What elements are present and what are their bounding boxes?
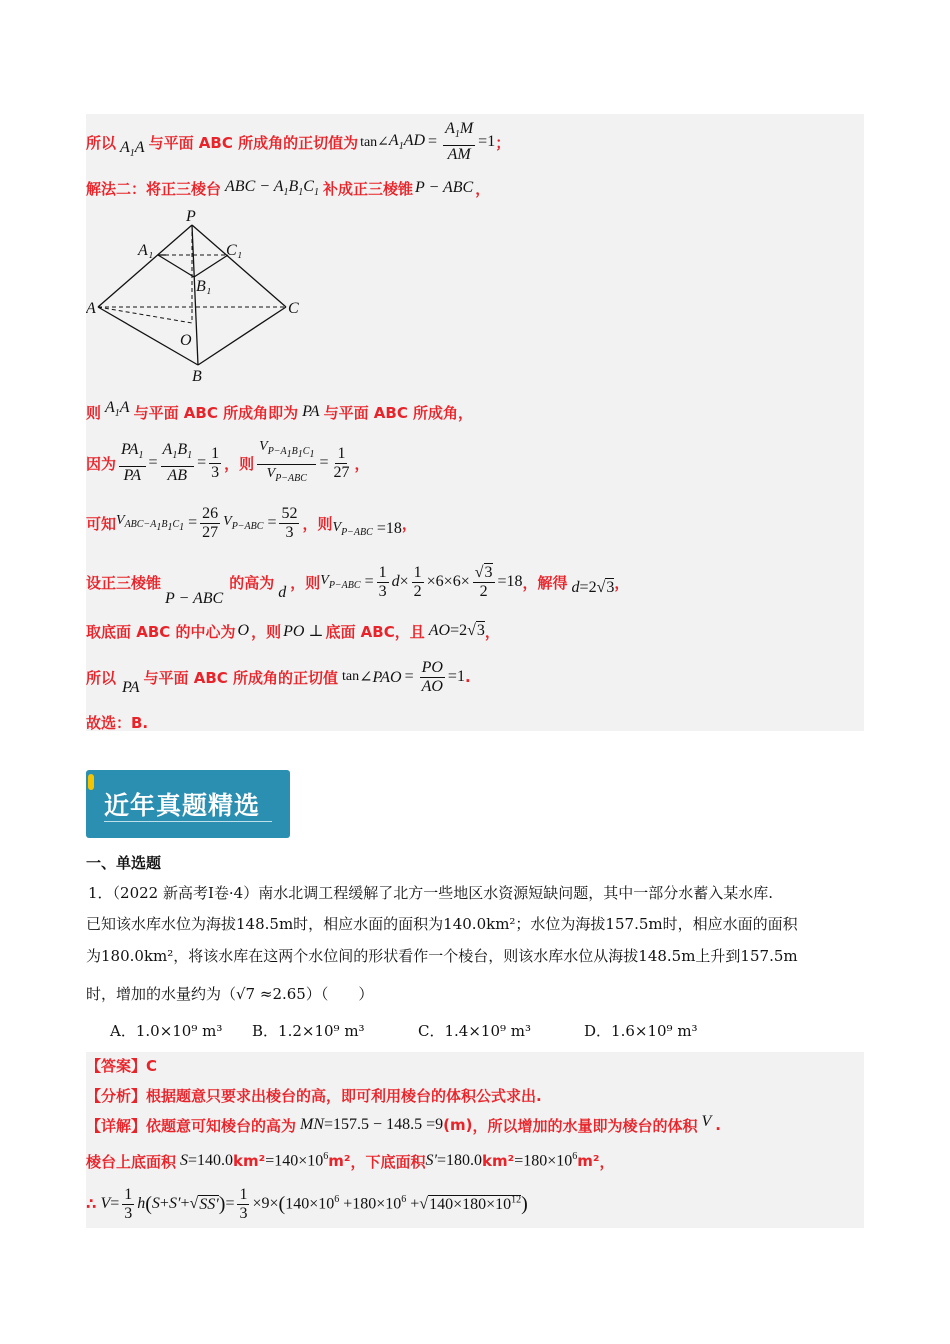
label-a: A — [86, 300, 96, 317]
solution-line-volume: 可知 $V_{ABC-A_1B_1C_1}$ = $\frac{26}{27}$ $V_{P-ABC}$ = $\frac{52}{3}$ ，则 $V_{P-ABC}$ =18 ， — [86, 504, 417, 541]
label-b1: B₁ — [196, 278, 212, 295]
solution-line-height: 设正三棱锥 P − ABC 的高为 d ，则 $V_{P-ABC}$ = $\frac{1}{3}$ d × $\frac{1}{2}$ ×6×6× $\frac{√3}{2}$ =18 ，解得 d =2√3 ， — [86, 563, 630, 607]
pyramid-figure — [86, 205, 316, 385]
solution-line-equivalent: 则 $A_1A$ 与平面 ABC 所成角即为 PA 与平面 ABC 所成角， — [86, 398, 474, 422]
label-p: P — [186, 208, 196, 225]
option-b[interactable]: B．1.2×10⁹ m³ — [252, 1022, 365, 1040]
solution-line-ratio: 因为 $\frac{PA_1}{PA}$ = $\frac{A_1B_1}{AB}$ = $\frac{1}{3}$ ，则 $\frac{V_{P-A_1B_1C_1}}{V_{P-ABC}}$ = $\frac{1}{27}$ ， — [86, 439, 370, 484]
volume-formula-line: ∴ V = $\frac{1}{3}$ h ( S + S′ +√ SS′ ) = $\frac{1}{3}$ ×9× ( $140\times 10^6 +180\times 10^6 +√140\times 180\times 10^{12}$ ) — [86, 1185, 528, 1222]
answer-line: 【答案】C — [86, 1057, 158, 1075]
solution-choice: 故选：B. — [86, 713, 149, 732]
solution-line-tangent: 所以 $A_1A$ 与平面 ABC 所成角的正切值为 tan∠ $A_1AD$ = $\frac{A_1M}{AM}$ =1 ； — [86, 120, 511, 163]
question-line-3: 为180.0km²，将该水库在这两个水位间的形状看作一个棱台，则该水库水位从海拔148.5m上升到157.5m — [86, 947, 798, 965]
label-a1: A₁ — [138, 242, 154, 259]
option-a[interactable]: A．1.0×10⁹ m³ — [110, 1022, 223, 1040]
label-o: O — [180, 332, 192, 349]
section-banner-title: 近年真题精选 — [104, 791, 261, 820]
label-b: B — [192, 368, 202, 385]
section-heading: 一、单选题 — [86, 854, 162, 872]
solution-line-center: 取底面 ABC 的中心为 O ，则 PO ⊥ 底面 ABC，且 AO =2√3 ， — [86, 622, 500, 641]
banner-underline — [104, 821, 272, 822]
solution-line-result: 所以 PA 与平面 ABC 所成角的正切值 tan ∠PAO = $\frac{PO}{AO}$ =1 . — [86, 658, 471, 696]
question-line-1: 1．（2022 新高考Ⅰ卷·4）南水北调工程缓解了北方一些地区水资源短缺问题，其中一部分水蓄入某水库. — [88, 884, 773, 902]
banner-accent — [88, 774, 94, 790]
analysis-line: 【分析】根据题意只要求出棱台的高，即可利用棱台的体积公式求出. — [86, 1087, 542, 1105]
detail-line: 【详解】依题意可知棱台的高为 MN =157.5 − 148.5 =9 (m) ，所以增加的水量即为棱台的体积 V . — [86, 1113, 721, 1135]
option-d[interactable]: D．1.6×10⁹ m³ — [584, 1022, 698, 1040]
question-line-2: 已知该水库水位为海拔148.5m时，相应水面的面积为140.0km²；水位为海拔157.5m时，相应水面的面积 — [86, 915, 798, 933]
option-c[interactable]: C．1.4×10⁹ m³ — [418, 1022, 532, 1040]
label-c1: C₁ — [226, 242, 243, 259]
label-c: C — [288, 300, 299, 317]
solution-method-two: 解法二：将正三棱台 ABC − $A_1B_1C_1$ 补成正三棱锥 P − ABC ， — [86, 177, 491, 199]
question-line-4: 时，增加的水量约为（√7 ≈2.65）（ ） — [86, 985, 374, 1003]
area-line: 棱台上底面积 S =140.0 km² $=140\times 10^6$ m² ，下底面积 S′ =180.0 km² $=180\times 10^6$ m² ， — [86, 1151, 615, 1171]
